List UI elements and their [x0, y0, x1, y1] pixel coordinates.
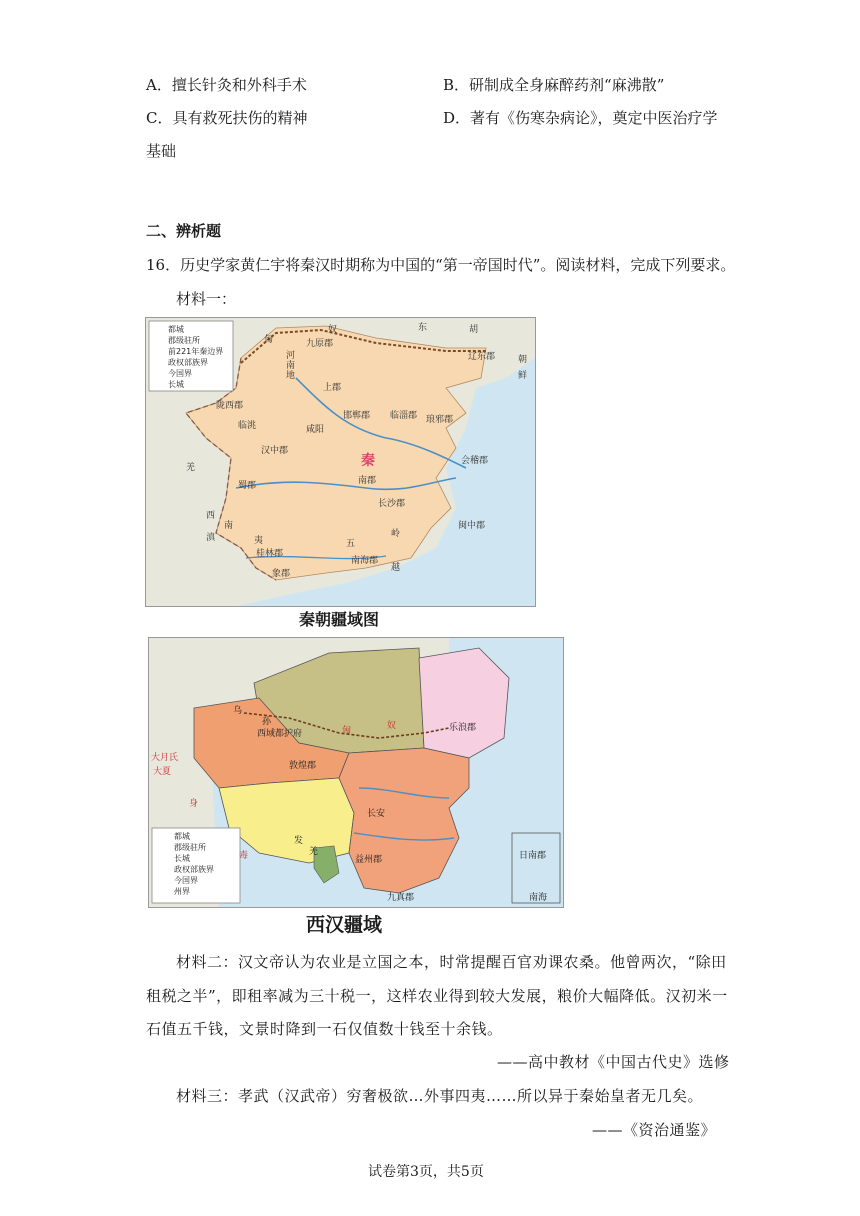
qin-map-label: 五: [346, 539, 356, 549]
qin-map-label: 鲜: [518, 371, 528, 381]
han-legend-item: 长城: [174, 854, 190, 863]
material2-line2: 租税之半”，即租率减为三十税一，这样农业得到较大发展，粮价大幅降低。汉初米一: [146, 987, 728, 1005]
qin-map: [145, 317, 536, 607]
material3-line1: 材料三：孝武（汉武帝）穷奢极欲…外事四夷……所以异于秦始皇者无几矣。: [176, 1087, 704, 1105]
han-map-label: 九真郡: [387, 893, 415, 903]
han-map-label: 长安: [367, 809, 386, 819]
qin-map-label: 咸阳: [306, 425, 325, 435]
qin-map-label: 上郡: [323, 383, 342, 393]
han-legend-item: 政权部族界: [174, 865, 214, 874]
option-d-continued: 基础: [146, 142, 177, 160]
qin-legend-item: 前221年秦边界: [168, 347, 224, 356]
han-map-label: 乌: [233, 706, 243, 716]
material3-source: ——《资治通鉴》: [592, 1121, 717, 1139]
qin-legend-item: 都城: [168, 325, 184, 334]
option-a: A．擅长针灸和外科手术: [146, 76, 307, 94]
qin-map-label: 夷: [254, 536, 264, 546]
option-d: D．著有《伤寒杂病论》，奠定中医治疗学: [443, 109, 718, 127]
material2-line1: 材料二：汉文帝认为农业是立国之本，时常提醒百官劝课农桑。他曾两次，“除田: [176, 953, 727, 971]
han-map-label: 奴: [387, 721, 397, 731]
page-footer: 试卷第3页，共5页: [368, 1164, 484, 1180]
material2-source: ——高中教材《中国古代史》选修: [497, 1053, 730, 1071]
han-map-caption: 西汉疆域: [306, 914, 383, 936]
han-map-label: 乐浪郡: [449, 723, 477, 733]
qin-map-label: 南海郡: [351, 556, 379, 566]
han-map-graphic: [149, 638, 563, 907]
qin-map-label: 南: [286, 361, 296, 371]
qin-map-label: 蜀郡: [238, 481, 257, 491]
qin-map-label: 闽中郡: [458, 521, 486, 531]
qin-map-label: 河: [286, 351, 296, 361]
qin-map-label: 会稽郡: [461, 456, 489, 466]
qin-map-label: 象郡: [272, 569, 291, 579]
qin-map-label: 奴: [328, 325, 338, 335]
material1-label: 材料一：: [176, 290, 237, 308]
qin-map-label: 临淄郡: [390, 411, 418, 421]
material2-line3: 石值五千钱，文景时降到一石仅值数十钱至十余钱。: [146, 1020, 503, 1038]
han-map: [148, 637, 564, 908]
qin-map-label: 南郡: [358, 476, 377, 486]
qin-map-label: 胡: [469, 325, 479, 335]
han-map-label: 益州郡: [355, 855, 383, 865]
qin-legend-item: 政权部族界: [168, 358, 208, 367]
qin-map-label: 邯郸郡: [343, 411, 371, 421]
question-16: 16．历史学家黄仁宇将秦汉时期称为中国的“第一帝国时代”。阅读材料，完成下列要求。: [146, 256, 736, 274]
han-map-label: 羌: [309, 847, 319, 857]
qin-map-label: 匈: [264, 335, 274, 345]
han-map-label: 大夏: [153, 767, 172, 777]
qin-map-label: 辽东郡: [468, 352, 496, 362]
han-map-label: 西域都护府: [257, 729, 303, 739]
qin-map-label: 羌: [186, 463, 196, 473]
han-map-label: 身: [189, 799, 199, 809]
option-b: B．研制成全身麻醉药剂“麻沸散”: [443, 76, 665, 94]
han-map-label: 匈: [342, 726, 352, 736]
qin-map-label: 琅邪郡: [426, 415, 454, 425]
han-legend-item: 郡级驻所: [174, 843, 206, 852]
qin-map-label: 临洮: [238, 421, 257, 431]
qin-map-label: 朝: [518, 355, 528, 365]
qin-map-label: 桂林郡: [256, 549, 284, 559]
qin-map-caption: 秦朝疆域图: [299, 610, 380, 629]
qin-center-label: 秦: [361, 453, 375, 469]
qin-map-label: 东: [418, 323, 428, 333]
han-map-label: 南海: [529, 893, 548, 903]
han-map-label: 发: [294, 836, 304, 846]
qin-map-label: 长沙郡: [378, 499, 406, 509]
han-map-label: 日南郡: [519, 851, 547, 861]
han-legend-item: 州界: [174, 887, 190, 896]
qin-legend-item: 长城: [168, 380, 184, 389]
han-map-label: 大月氏: [151, 753, 179, 763]
han-legend-item: 今国界: [174, 876, 198, 885]
han-map-label: 毒: [239, 851, 249, 861]
qin-legend-item: 郡级驻所: [168, 336, 200, 345]
section-heading: 二、辨析题: [146, 222, 222, 240]
qin-map-label: 西: [206, 511, 216, 521]
qin-map-label: 滇: [206, 533, 216, 543]
qin-map-label: 南: [224, 521, 234, 531]
han-legend-item: 都城: [174, 832, 190, 841]
qin-map-graphic: [146, 318, 535, 606]
qin-map-label: 地: [286, 371, 296, 381]
qin-map-label: 汉中郡: [261, 446, 289, 456]
han-map-label: 孙: [262, 717, 272, 727]
qin-map-label: 九原郡: [306, 339, 334, 349]
option-c: C．具有救死扶伤的精神: [146, 109, 308, 127]
qin-map-label: 岭: [391, 529, 401, 539]
qin-legend-item: 今国界: [168, 369, 192, 378]
qin-map-label: 越: [391, 563, 401, 573]
han-map-label: 敦煌郡: [289, 761, 317, 771]
qin-map-label: 陇西郡: [216, 401, 244, 411]
